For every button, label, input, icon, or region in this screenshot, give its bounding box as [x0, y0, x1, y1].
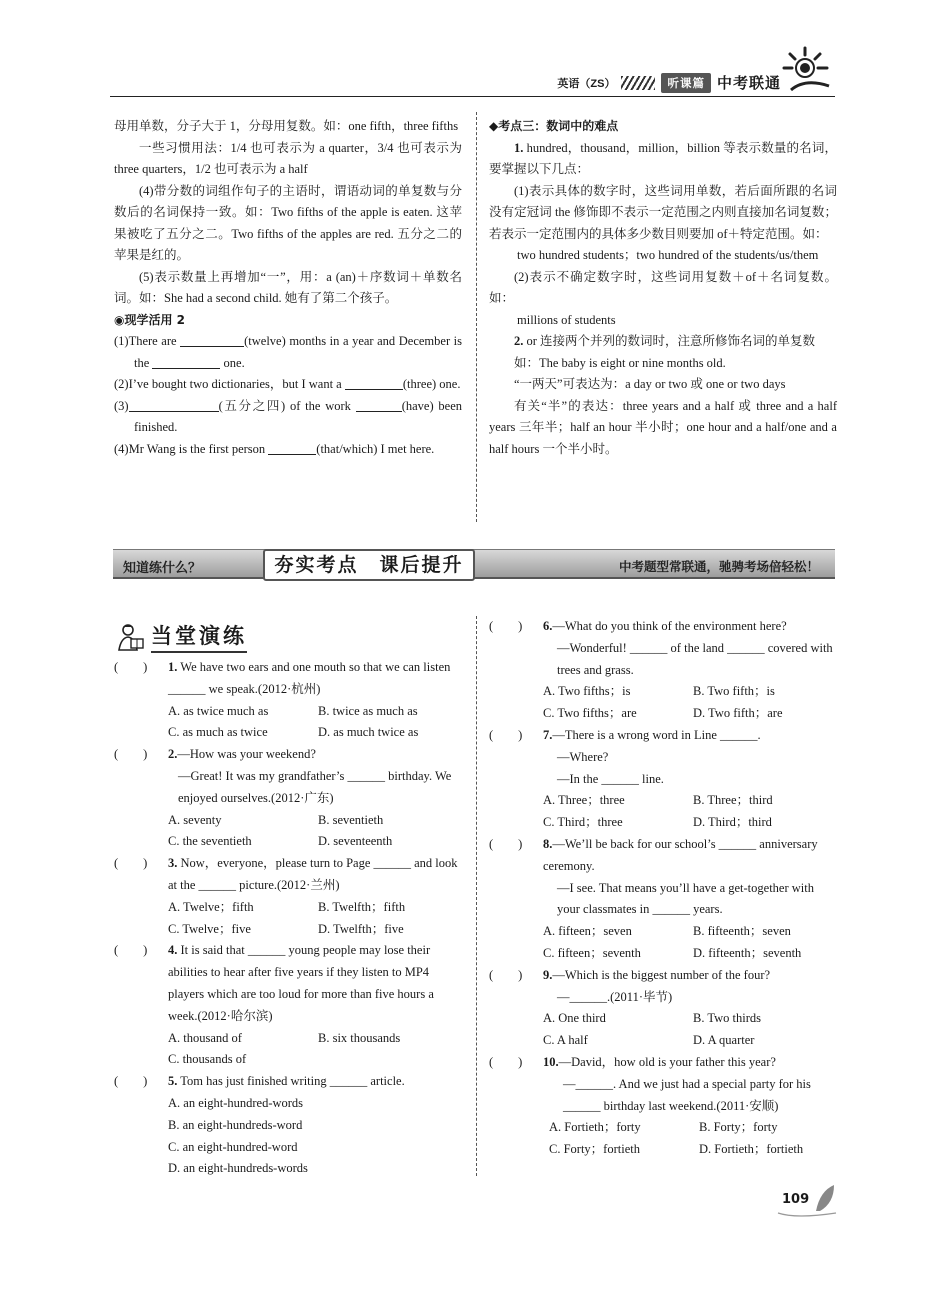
point-number: 2. [514, 334, 524, 348]
item-text: (五分之四) of the work [218, 398, 356, 413]
section-banner [113, 549, 835, 579]
question-number: 2. [168, 747, 178, 762]
paragraph: 一些习惯用法：1/4 也可表示为 a quarter，3/4 也可表示为 three quarters，1/2 也可表示为 a half [114, 140, 462, 176]
option-d[interactable]: D. Twelfth；five [318, 921, 404, 936]
paragraph: “一两天”可表达为：a day or two 或 one or two days [514, 377, 786, 391]
options [114, 897, 464, 941]
answer-parentheses[interactable]: ( ) [114, 856, 148, 871]
item-text: one. [220, 355, 245, 370]
option-c[interactable]: C. thousands of [168, 1052, 247, 1067]
question-10 [489, 1052, 839, 1117]
paragraph: (5)表示数量上再增加“一”，用：a (an)＋序数词＋单数名词。如：She had a second child. 她有了第二个孩子。 [114, 269, 462, 305]
answer-blank[interactable] [356, 398, 402, 412]
item-text: (have) been finished. [134, 398, 462, 434]
answer-parentheses[interactable]: ( ) [489, 967, 523, 982]
brand-title: 中考联通 [716, 74, 781, 92]
question-8 [489, 834, 839, 921]
column-divider [476, 616, 477, 1176]
paragraph: 母用单数，分子大于 1，分母用复数。如：one fifth，three fifths [114, 119, 459, 133]
header-title-group [557, 72, 781, 93]
option-d[interactable]: D. an eight-hundreds-words [168, 1161, 308, 1176]
question-number: 3. [168, 856, 178, 871]
option-a[interactable]: A. Three；three [543, 793, 625, 808]
key-point-title: ◆考点三：数词中的难点 [489, 119, 619, 133]
banner-right-text: 中考题型常联通，驰骋考场倍轻松！ [618, 559, 819, 574]
paragraph: two hundred students；two hundred of the students/us/them [517, 248, 819, 262]
options [114, 701, 464, 745]
option-d[interactable]: D. Fortieth；fortieth [699, 1142, 804, 1157]
page-header [110, 44, 835, 102]
question-stem: —Which is the biggest number of the four? [552, 967, 771, 982]
answer-parentheses[interactable]: ( ) [114, 943, 148, 958]
question-number: 5. [168, 1074, 178, 1089]
stripes-decoration [621, 76, 655, 90]
paragraph: 有关“半”的表达：three years and a half 或 three and a half years 三年半；half an hour 半小时；one hour and a half/one and a half hours 一个半小时。 [489, 398, 837, 456]
paragraph [489, 138, 837, 181]
question-number: 7. [543, 727, 553, 742]
question-number: 6. [543, 619, 553, 633]
option-c[interactable]: C. fifteen；seventh [543, 945, 641, 960]
options [489, 1117, 839, 1161]
subject-label: 英语（ZS） [557, 77, 616, 90]
option-c[interactable]: C. as much as twice [168, 725, 268, 740]
question-1 [114, 657, 464, 701]
question-stem: —We’ll be back for our school’s ______ anniversary ceremony. [543, 836, 818, 873]
option-a[interactable]: A. seventy [168, 812, 222, 827]
answer-blank[interactable] [152, 355, 220, 369]
option-a[interactable]: A. an eight-hundred-words [168, 1095, 304, 1110]
question-stem: —How was your weekend? [177, 747, 316, 762]
paragraph: (1)表示具体的数字时，这些词用单数，若后面所跟的名词没有定冠词 the 修饰即不表示一定范围之内则直接加名词复数；若表示一定范围内的具体多少数目则要加 of＋特定范围。如： [489, 183, 837, 241]
question-number: 9. [543, 967, 553, 982]
option-a[interactable]: A. fifteen；seven [543, 924, 632, 939]
answer-parentheses[interactable]: ( ) [489, 727, 523, 742]
option-c[interactable]: C. Forty；fortieth [549, 1142, 640, 1157]
question-stem: We have two ears and one mouth so that we can listen ______ we speak.(2012·杭州) [168, 660, 451, 696]
item-text: (1)There are [114, 334, 181, 348]
question-7 [489, 725, 839, 790]
paragraph [489, 331, 837, 353]
option-d[interactable]: D. fifteenth；seventh [693, 945, 802, 960]
options [489, 1008, 839, 1052]
option-d[interactable]: D. A quarter [693, 1033, 755, 1048]
item-text: (4)Mr Wang is the first person [114, 441, 269, 456]
item-text: (2)I’ve bought two dictionaries，but I want a [114, 377, 345, 391]
page-number: 109 [782, 1192, 810, 1207]
answer-parentheses[interactable]: ( ) [114, 660, 148, 674]
paragraph-text: or 连接两个并列的数词时，注意所修饰名词的单复数 [523, 334, 816, 348]
option-b[interactable]: B. Three；third [693, 793, 773, 808]
question-stem: —In the ______ line. [557, 771, 664, 786]
question-number: 4. [168, 943, 178, 958]
point-number: 1. [514, 140, 524, 155]
option-b[interactable]: B. seventieth [318, 812, 384, 827]
answer-blank[interactable] [345, 376, 403, 390]
option-d[interactable]: D. Third；third [693, 815, 772, 830]
option-a[interactable]: A. thousand of [168, 1030, 242, 1045]
option-c[interactable]: C. the seventieth [168, 834, 252, 849]
practice-title: 当堂演练 [151, 620, 247, 653]
question-stem: —There is a wrong word in Line ______. [552, 727, 761, 742]
question-stem: —Where? [557, 749, 609, 764]
answer-blank[interactable] [180, 333, 244, 347]
question-number: 1. [168, 660, 178, 674]
option-a[interactable]: A. One third [543, 1011, 606, 1026]
option-b[interactable]: B. fifteenth；seven [693, 924, 791, 939]
question-stem: —What do you think of the environment here? [552, 619, 787, 633]
student-reading-icon [115, 622, 145, 652]
questions-left-column [114, 657, 464, 1180]
question-stem: —Wonderful! ______ of the land ______ covered with trees and grass. [557, 640, 833, 677]
question-stem: It is said that ______ young people may lose their abilities to hear after five years if they listen to MP4 players which are too loud for more than five hours a week.(2012·哈尔滨) [168, 943, 434, 1023]
header-rule [110, 96, 835, 97]
option-d[interactable]: D. Two fifth；are [693, 706, 783, 721]
exercise-item [114, 396, 462, 439]
question-stem: —David，how old is your father this year? [558, 1054, 776, 1069]
option-c[interactable]: C. Twelve；five [168, 921, 251, 936]
option-c[interactable]: C. an eight-hundred-word [168, 1139, 298, 1154]
options [489, 681, 839, 725]
mode-label: 听课篇 [661, 73, 711, 93]
question-9 [489, 965, 839, 1009]
option-a[interactable]: A. as twice much as [168, 703, 269, 718]
right-top-column [489, 116, 837, 460]
question-stem: Now，everyone，please turn to Page ______ and look at the ______ picture.(2012·兰州) [168, 856, 458, 892]
option-c[interactable]: C. A half [543, 1033, 588, 1048]
question-3 [114, 853, 464, 897]
item-text: (that/which) I met here. [316, 441, 435, 456]
exercise-item [114, 331, 462, 374]
item-text: (3) [114, 398, 129, 413]
question-stem: —Great! It was my grandfather’s ______ birthday. We enjoyed ourselves.(2012·广东) [178, 768, 452, 805]
option-a[interactable]: A. Twelve；fifth [168, 899, 254, 914]
option-b[interactable]: B. Twelfth；fifth [318, 899, 406, 914]
option-a[interactable]: A. Fortieth；forty [549, 1120, 641, 1135]
question-4 [114, 940, 464, 1027]
exercise-item [114, 374, 462, 396]
option-b[interactable]: B. Two fifth；is [693, 684, 775, 699]
item-text: (twelve) months in a year and December is the [134, 334, 462, 370]
option-b[interactable]: B. Two thirds [693, 1011, 761, 1026]
option-b[interactable]: B. Forty；forty [699, 1120, 778, 1135]
options [114, 1028, 464, 1072]
sun-logo-icon [781, 46, 835, 100]
options [114, 1093, 464, 1180]
paragraph-text: hundred，thousand，million，billion 等表示数量的名词，要掌握以下几点： [489, 140, 837, 176]
exercise-item [114, 439, 462, 461]
question-stem: —______.(2011·毕节) [557, 989, 673, 1004]
option-b[interactable]: B. an eight-hundreds-word [168, 1117, 303, 1132]
left-top-column [114, 116, 462, 460]
paragraph: 如：The baby is eight or nine months old. [514, 355, 726, 370]
answer-parentheses[interactable]: ( ) [114, 747, 148, 762]
answer-parentheses[interactable]: ( ) [489, 1054, 523, 1069]
question-number: 8. [543, 836, 553, 851]
option-d[interactable]: D. seventeenth [318, 834, 393, 849]
question-stem: —______. And we just had a special party for his ______ birthday last weekend.(2011·安顺) [563, 1076, 811, 1113]
answer-parentheses[interactable]: ( ) [489, 836, 523, 851]
options [489, 921, 839, 965]
column-divider [476, 112, 477, 522]
paragraph: (4)带分数的词组作句子的主语时，谓语动词的单复数与分数后的名词保持一致。如：Two fifths of the apple is eaten. 这苹果被吃了五分之二。Two fifths of the apples are red. 五分之二的苹果是红的。 [114, 183, 462, 262]
answer-blank[interactable] [129, 398, 219, 412]
question-stem: —I see. That means you’ll have a get-together with your classmates in ______ years. [557, 880, 814, 917]
question-5 [114, 1071, 464, 1093]
option-c[interactable]: C. Third；three [543, 815, 623, 830]
options [114, 810, 464, 854]
paragraph: (2)表示不确定数字时，这些词用复数＋of＋名词复数。如： [489, 269, 837, 305]
practice-subtitle: ◉现学活用 2 [114, 312, 185, 327]
option-b[interactable]: B. twice as much as [318, 703, 418, 718]
answer-parentheses[interactable]: ( ) [114, 1074, 148, 1089]
questions-right-column [489, 616, 839, 1161]
paragraph: millions of students [517, 312, 616, 327]
question-2 [114, 744, 464, 809]
practice-header [115, 620, 247, 653]
option-c[interactable]: C. Two fifths；are [543, 706, 637, 721]
banner-title: 夯实考点 课后提升 [263, 549, 475, 581]
question-6 [489, 616, 839, 681]
question-stem: Tom has just finished writing ______ article. [180, 1074, 405, 1089]
answer-blank[interactable] [268, 441, 316, 455]
page-number-badge [776, 1183, 838, 1221]
item-text: (three) one. [402, 377, 461, 391]
option-b[interactable]: B. six thousands [318, 1030, 401, 1045]
banner-left-text: 知道练什么？ [123, 561, 202, 576]
option-a[interactable]: A. Two fifths；is [543, 684, 631, 699]
option-d[interactable]: D. as much twice as [318, 725, 419, 740]
answer-parentheses[interactable]: ( ) [489, 619, 523, 633]
question-number: 10. [543, 1054, 559, 1069]
options [489, 790, 839, 834]
